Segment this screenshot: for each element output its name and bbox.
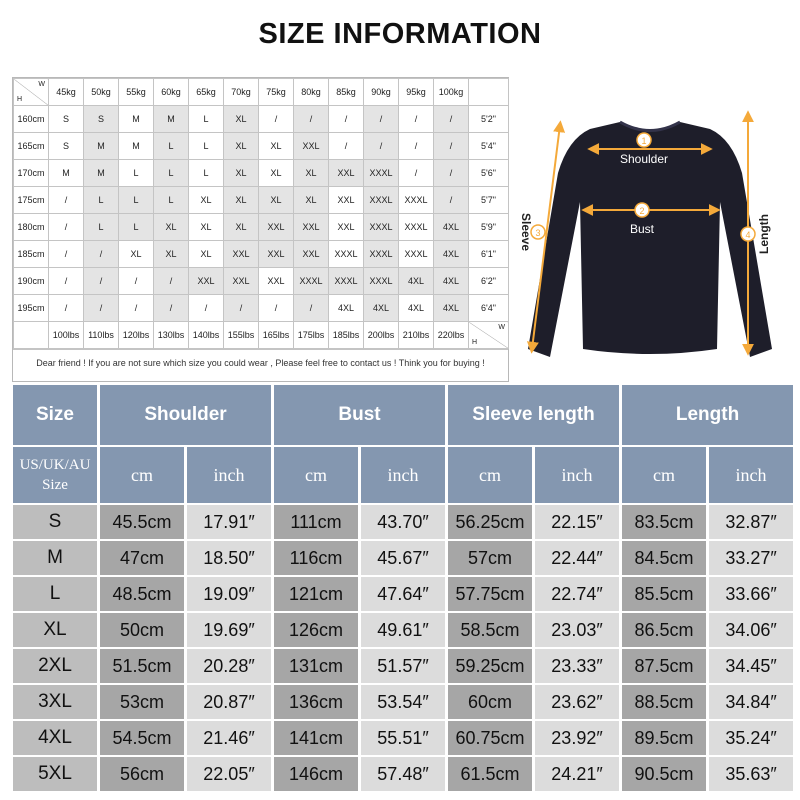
measurement-inch-cell: 32.87″ bbox=[709, 505, 793, 539]
size-recommendation-cell: XXL bbox=[329, 187, 364, 214]
measurement-cm-cell: 88.5cm bbox=[622, 685, 706, 719]
measurement-inch-cell: 34.45″ bbox=[709, 649, 793, 683]
weight-kg-cell: 50kg bbox=[84, 79, 119, 106]
unit-header: cm bbox=[274, 447, 358, 503]
measurement-inch-cell: 34.84″ bbox=[709, 685, 793, 719]
bust-label: Bust bbox=[629, 222, 655, 236]
measurement-cm-cell: 59.25cm bbox=[448, 649, 532, 683]
height-row bbox=[14, 295, 509, 322]
weight-kg-cell: 85kg bbox=[329, 79, 364, 106]
size-recommendation-cell: / bbox=[259, 295, 294, 322]
measurement-inch-cell: 22.44″ bbox=[535, 541, 619, 575]
unit-header: cm bbox=[622, 447, 706, 503]
height-cm-cell: 170cm bbox=[14, 160, 49, 187]
height-row bbox=[14, 241, 509, 268]
size-recommendation-cell: XXL bbox=[224, 241, 259, 268]
size-row bbox=[13, 541, 793, 575]
size-recommendation-cell: / bbox=[399, 106, 434, 133]
size-recommendation-cell: L bbox=[154, 187, 189, 214]
size-recommendation-cell: / bbox=[434, 106, 469, 133]
size-recommendation-cell: M bbox=[154, 106, 189, 133]
size-row bbox=[13, 577, 793, 611]
height-row bbox=[14, 160, 509, 187]
size-recommendation-cell: / bbox=[49, 241, 84, 268]
measurement-inch-cell: 45.67″ bbox=[361, 541, 445, 575]
size-recommendation-cell: XL bbox=[259, 187, 294, 214]
size-row bbox=[13, 721, 793, 755]
measurement-cm-cell: 60cm bbox=[448, 685, 532, 719]
measurement-cm-cell: 90.5cm bbox=[622, 757, 706, 791]
size-recommendation-cell: XXL bbox=[259, 241, 294, 268]
size-recommendation-cell: M bbox=[119, 106, 154, 133]
height-cm-cell: 185cm bbox=[14, 241, 49, 268]
size-recommendation-cell: XXXL bbox=[364, 187, 399, 214]
measurement-inch-cell: 55.51″ bbox=[361, 721, 445, 755]
unit-header: inch bbox=[709, 447, 793, 503]
measurement-inch-cell: 18.50″ bbox=[187, 541, 271, 575]
size-recommendation-cell: XXXL bbox=[399, 187, 434, 214]
measurement-cm-cell: 111cm bbox=[274, 505, 358, 539]
sweater-diagram-svg bbox=[510, 77, 790, 382]
measurement-inch-cell: 23.33″ bbox=[535, 649, 619, 683]
size-recommendation-cell: 4XL bbox=[434, 241, 469, 268]
size-recommendation-cell: XXL bbox=[259, 268, 294, 295]
size-recommendation-cell: XL bbox=[294, 160, 329, 187]
corner-w-label: W bbox=[498, 324, 505, 331]
size-recommendation-cell: L bbox=[154, 133, 189, 160]
height-ft-cell: 5'6" bbox=[469, 160, 509, 187]
size-recommendation-cell: / bbox=[119, 295, 154, 322]
measurement-inch-cell: 24.21″ bbox=[535, 757, 619, 791]
measurement-cm-cell: 121cm bbox=[274, 577, 358, 611]
measurement-cm-cell: 45.5cm bbox=[100, 505, 184, 539]
length-label: Length bbox=[757, 214, 771, 254]
size-recommendation-cell: S bbox=[84, 106, 119, 133]
size-recommendation-cell: 4XL bbox=[399, 268, 434, 295]
measurement-inch-cell: 51.57″ bbox=[361, 649, 445, 683]
weight-height-table bbox=[13, 78, 509, 349]
height-cm-cell: 160cm bbox=[14, 106, 49, 133]
measurement-cm-cell: 47cm bbox=[100, 541, 184, 575]
height-row bbox=[14, 133, 509, 160]
height-ft-cell: 5'2" bbox=[469, 106, 509, 133]
weight-lbs-cell: 165lbs bbox=[259, 322, 294, 349]
size-recommendation-cell: S bbox=[49, 133, 84, 160]
measurement-cm-cell: 60.75cm bbox=[448, 721, 532, 755]
weight-kg-cell: 60kg bbox=[154, 79, 189, 106]
measurement-cm-cell: 53cm bbox=[100, 685, 184, 719]
height-ft-cell: 6'1" bbox=[469, 241, 509, 268]
measurement-cm-cell: 141cm bbox=[274, 721, 358, 755]
size-recommendation-cell: L bbox=[189, 133, 224, 160]
weight-lbs-cell: 155lbs bbox=[224, 322, 259, 349]
size-recommendation-cell: / bbox=[119, 268, 154, 295]
measurement-cm-cell: 136cm bbox=[274, 685, 358, 719]
size-recommendation-cell: XXXL bbox=[399, 214, 434, 241]
size-recommendation-cell: XL bbox=[189, 241, 224, 268]
height-row bbox=[14, 214, 509, 241]
weight-kg-cell: 80kg bbox=[294, 79, 329, 106]
measurement-inch-cell: 49.61″ bbox=[361, 613, 445, 647]
size-recommendation-cell: XXL bbox=[224, 268, 259, 295]
measurement-cm-cell: 51.5cm bbox=[100, 649, 184, 683]
weight-lbs-cell: 200lbs bbox=[364, 322, 399, 349]
weight-lbs-cell: 140lbs bbox=[189, 322, 224, 349]
size-recommendation-cell: L bbox=[154, 160, 189, 187]
height-ft-cell: 6'4" bbox=[469, 295, 509, 322]
size-row bbox=[13, 613, 793, 647]
contact-note: Dear friend ! If you are not sure which size you could wear , Please feel free to contact us ! Think you for buying ! bbox=[13, 349, 508, 375]
size-row bbox=[13, 505, 793, 539]
size-recommendation-cell: / bbox=[154, 295, 189, 322]
measurement-cm-cell: 56cm bbox=[100, 757, 184, 791]
size-recommendation-cell: XXXL bbox=[364, 214, 399, 241]
size-recommendation-cell: XL bbox=[154, 214, 189, 241]
measurement-cm-cell: 58.5cm bbox=[448, 613, 532, 647]
size-recommendation-cell: XXXL bbox=[329, 268, 364, 295]
size-recommendation-cell: / bbox=[224, 295, 259, 322]
size-recommendation-cell: L bbox=[119, 160, 154, 187]
bust-header: Bust bbox=[274, 385, 445, 445]
height-ft-cell: 5'7" bbox=[469, 187, 509, 214]
measurement-cm-cell: 89.5cm bbox=[622, 721, 706, 755]
size-recommendation-cell: XXL bbox=[259, 214, 294, 241]
measurement-cm-cell: 83.5cm bbox=[622, 505, 706, 539]
size-recommendation-cell: / bbox=[329, 133, 364, 160]
weight-kg-cell: 55kg bbox=[119, 79, 154, 106]
weight-kg-cell: 90kg bbox=[364, 79, 399, 106]
size-recommendation-cell: L bbox=[119, 187, 154, 214]
height-cm-cell: 190cm bbox=[14, 268, 49, 295]
weight-lbs-cell: 120lbs bbox=[119, 322, 154, 349]
measurement-inch-cell: 47.64″ bbox=[361, 577, 445, 611]
measurement-cm-cell: 54.5cm bbox=[100, 721, 184, 755]
size-row bbox=[13, 649, 793, 683]
measurement-cm-cell: 61.5cm bbox=[448, 757, 532, 791]
size-recommendation-cell: XXL bbox=[329, 214, 364, 241]
size-recommendation-cell: 4XL bbox=[434, 214, 469, 241]
measurement-inch-cell: 33.66″ bbox=[709, 577, 793, 611]
weight-lbs-cell: 110lbs bbox=[84, 322, 119, 349]
size-recommendation-cell: L bbox=[189, 106, 224, 133]
size-label-cell: 4XL bbox=[13, 721, 97, 755]
height-ft-cell: 5'9" bbox=[469, 214, 509, 241]
size-recommendation-cell: XXXL bbox=[329, 241, 364, 268]
measurement-cm-cell: 146cm bbox=[274, 757, 358, 791]
measurement-inch-cell: 17.91″ bbox=[187, 505, 271, 539]
weight-kg-cell: 95kg bbox=[399, 79, 434, 106]
sleeve-label: Sleeve bbox=[519, 212, 533, 252]
measurement-cm-cell: 50cm bbox=[100, 613, 184, 647]
height-cm-cell: 165cm bbox=[14, 133, 49, 160]
weight-lbs-cell: 210lbs bbox=[399, 322, 434, 349]
measurement-inch-cell: 22.15″ bbox=[535, 505, 619, 539]
corner-cell bbox=[469, 322, 509, 349]
empty-cell bbox=[469, 79, 509, 106]
size-recommendation-cell: 4XL bbox=[329, 295, 364, 322]
size-label-cell: L bbox=[13, 577, 97, 611]
size-label-cell: S bbox=[13, 505, 97, 539]
size-label-cell: M bbox=[13, 541, 97, 575]
corner-cell bbox=[14, 79, 49, 106]
size-recommendation-cell: M bbox=[49, 160, 84, 187]
size-recommendation-cell: L bbox=[84, 214, 119, 241]
size-recommendation-cell: / bbox=[364, 106, 399, 133]
weight-kg-cell: 45kg bbox=[49, 79, 84, 106]
measurement-inch-cell: 43.70″ bbox=[361, 505, 445, 539]
measurement-cm-cell: 57.75cm bbox=[448, 577, 532, 611]
svg-text:4: 4 bbox=[745, 230, 751, 240]
size-recommendation-cell: / bbox=[49, 214, 84, 241]
weight-height-chart bbox=[12, 77, 509, 382]
sleeve-length-header: Sleeve length bbox=[448, 385, 619, 445]
size-recommendation-cell: / bbox=[84, 295, 119, 322]
measurement-inch-cell: 23.03″ bbox=[535, 613, 619, 647]
unit-header: inch bbox=[361, 447, 445, 503]
size-recommendation-cell: XL bbox=[224, 133, 259, 160]
size-recommendation-cell: S bbox=[49, 106, 84, 133]
measurement-cm-cell: 84.5cm bbox=[622, 541, 706, 575]
size-recommendation-cell: XL bbox=[189, 187, 224, 214]
measurement-inch-cell: 23.92″ bbox=[535, 721, 619, 755]
height-cm-cell: 175cm bbox=[14, 187, 49, 214]
size-recommendation-cell: XXXL bbox=[364, 160, 399, 187]
height-row bbox=[14, 187, 509, 214]
size-recommendation-cell: 4XL bbox=[364, 295, 399, 322]
size-recommendation-cell: / bbox=[49, 295, 84, 322]
size-recommendation-cell: / bbox=[329, 106, 364, 133]
size-measurement-table bbox=[10, 383, 796, 793]
size-recommendation-cell: / bbox=[434, 187, 469, 214]
weight-kg-cell: 100kg bbox=[434, 79, 469, 106]
corner-h-label: H bbox=[472, 339, 478, 346]
corner-h-label: H bbox=[17, 96, 23, 103]
size-recommendation-cell: / bbox=[294, 106, 329, 133]
measurement-cm-cell: 56.25cm bbox=[448, 505, 532, 539]
measurement-cm-cell: 48.5cm bbox=[100, 577, 184, 611]
height-row bbox=[14, 268, 509, 295]
empty-cell bbox=[14, 322, 49, 349]
shoulder-label: Shoulder bbox=[619, 152, 669, 166]
size-recommendation-cell: 4XL bbox=[434, 295, 469, 322]
size-recommendation-cell: XXXL bbox=[294, 268, 329, 295]
size-recommendation-cell: XXXL bbox=[364, 241, 399, 268]
size-row bbox=[13, 685, 793, 719]
size-recommendation-cell: / bbox=[364, 133, 399, 160]
measurement-inch-cell: 34.06″ bbox=[709, 613, 793, 647]
size-recommendation-cell: L bbox=[119, 214, 154, 241]
weight-kg-cell: 70kg bbox=[224, 79, 259, 106]
unit-header: inch bbox=[535, 447, 619, 503]
unit-header: cm bbox=[100, 447, 184, 503]
size-recommendation-cell: XXXL bbox=[399, 241, 434, 268]
measurement-inch-cell: 22.74″ bbox=[535, 577, 619, 611]
size-recommendation-cell: XXXL bbox=[364, 268, 399, 295]
measurement-cm-cell: 131cm bbox=[274, 649, 358, 683]
size-recommendation-cell: / bbox=[434, 160, 469, 187]
size-recommendation-cell: / bbox=[399, 160, 434, 187]
size-recommendation-cell: XXL bbox=[294, 214, 329, 241]
weight-lbs-cell: 130lbs bbox=[154, 322, 189, 349]
size-recommendation-cell: / bbox=[154, 268, 189, 295]
measurement-cm-cell: 86.5cm bbox=[622, 613, 706, 647]
size-recommendation-cell: XL bbox=[119, 241, 154, 268]
size-label-cell: XL bbox=[13, 613, 97, 647]
height-cm-cell: 180cm bbox=[14, 214, 49, 241]
size-recommendation-cell: / bbox=[189, 295, 224, 322]
measurement-inch-cell: 35.24″ bbox=[709, 721, 793, 755]
weight-lbs-cell: 100lbs bbox=[49, 322, 84, 349]
us-size-header: US/UK/AU Size bbox=[13, 447, 97, 503]
svg-text:3: 3 bbox=[535, 228, 541, 238]
size-recommendation-cell: XL bbox=[224, 106, 259, 133]
size-label-cell: 5XL bbox=[13, 757, 97, 791]
weight-kg-cell: 75kg bbox=[259, 79, 294, 106]
size-recommendation-cell: XL bbox=[224, 160, 259, 187]
unit-header: cm bbox=[448, 447, 532, 503]
size-row bbox=[13, 757, 793, 791]
measurement-cm-cell: 85.5cm bbox=[622, 577, 706, 611]
length-header: Length bbox=[622, 385, 793, 445]
size-recommendation-cell: XL bbox=[259, 133, 294, 160]
size-recommendation-cell: M bbox=[119, 133, 154, 160]
size-recommendation-cell: / bbox=[84, 241, 119, 268]
measurement-cm-cell: 116cm bbox=[274, 541, 358, 575]
measurement-inch-cell: 23.62″ bbox=[535, 685, 619, 719]
size-recommendation-cell: L bbox=[84, 187, 119, 214]
measurement-inch-cell: 19.09″ bbox=[187, 577, 271, 611]
size-header: Size bbox=[13, 385, 97, 445]
size-recommendation-cell: XL bbox=[224, 214, 259, 241]
size-recommendation-cell: / bbox=[259, 106, 294, 133]
height-cm-cell: 195cm bbox=[14, 295, 49, 322]
measurement-inch-cell: 35.63″ bbox=[709, 757, 793, 791]
measurement-diagram bbox=[510, 77, 790, 382]
svg-text:1: 1 bbox=[641, 136, 647, 146]
weight-lbs-cell: 175lbs bbox=[294, 322, 329, 349]
size-recommendation-cell: / bbox=[49, 268, 84, 295]
size-recommendation-cell: XXL bbox=[189, 268, 224, 295]
measurement-cm-cell: 87.5cm bbox=[622, 649, 706, 683]
corner-w-label: W bbox=[38, 81, 45, 88]
height-ft-cell: 5'4" bbox=[469, 133, 509, 160]
size-recommendation-cell: L bbox=[189, 160, 224, 187]
size-recommendation-cell: / bbox=[49, 187, 84, 214]
measurement-cm-cell: 57cm bbox=[448, 541, 532, 575]
size-recommendation-cell: XL bbox=[294, 187, 329, 214]
measurement-inch-cell: 20.87″ bbox=[187, 685, 271, 719]
shoulder-header: Shoulder bbox=[100, 385, 271, 445]
size-recommendation-cell: 4XL bbox=[434, 268, 469, 295]
measurement-cm-cell: 126cm bbox=[274, 613, 358, 647]
weight-lbs-cell: 220lbs bbox=[434, 322, 469, 349]
weight-lbs-cell: 185lbs bbox=[329, 322, 364, 349]
size-recommendation-cell: M bbox=[84, 133, 119, 160]
measurement-inch-cell: 57.48″ bbox=[361, 757, 445, 791]
size-recommendation-cell: XXL bbox=[329, 160, 364, 187]
size-recommendation-cell: XL bbox=[189, 214, 224, 241]
size-recommendation-cell: XL bbox=[259, 160, 294, 187]
svg-text:2: 2 bbox=[639, 206, 645, 216]
size-recommendation-cell: / bbox=[84, 268, 119, 295]
measurement-inch-cell: 22.05″ bbox=[187, 757, 271, 791]
measurement-inch-cell: 53.54″ bbox=[361, 685, 445, 719]
size-recommendation-cell: XXL bbox=[294, 133, 329, 160]
unit-header: inch bbox=[187, 447, 271, 503]
size-recommendation-cell: XXL bbox=[294, 241, 329, 268]
measurement-inch-cell: 20.28″ bbox=[187, 649, 271, 683]
size-recommendation-cell: 4XL bbox=[399, 295, 434, 322]
weight-kg-cell: 65kg bbox=[189, 79, 224, 106]
size-recommendation-cell: / bbox=[434, 133, 469, 160]
size-recommendation-cell: XL bbox=[224, 187, 259, 214]
weight-kg-row bbox=[14, 79, 509, 106]
size-label-cell: 3XL bbox=[13, 685, 97, 719]
size-recommendation-cell: / bbox=[294, 295, 329, 322]
measurement-inch-cell: 33.27″ bbox=[709, 541, 793, 575]
size-recommendation-cell: / bbox=[399, 133, 434, 160]
size-label-cell: 2XL bbox=[13, 649, 97, 683]
measurement-inch-cell: 21.46″ bbox=[187, 721, 271, 755]
measurement-inch-cell: 19.69″ bbox=[187, 613, 271, 647]
weight-lbs-row bbox=[14, 322, 509, 349]
size-recommendation-cell: XL bbox=[154, 241, 189, 268]
height-ft-cell: 6'2" bbox=[469, 268, 509, 295]
size-recommendation-cell: M bbox=[84, 160, 119, 187]
height-row bbox=[14, 106, 509, 133]
page-title: SIZE INFORMATION bbox=[258, 18, 542, 50]
